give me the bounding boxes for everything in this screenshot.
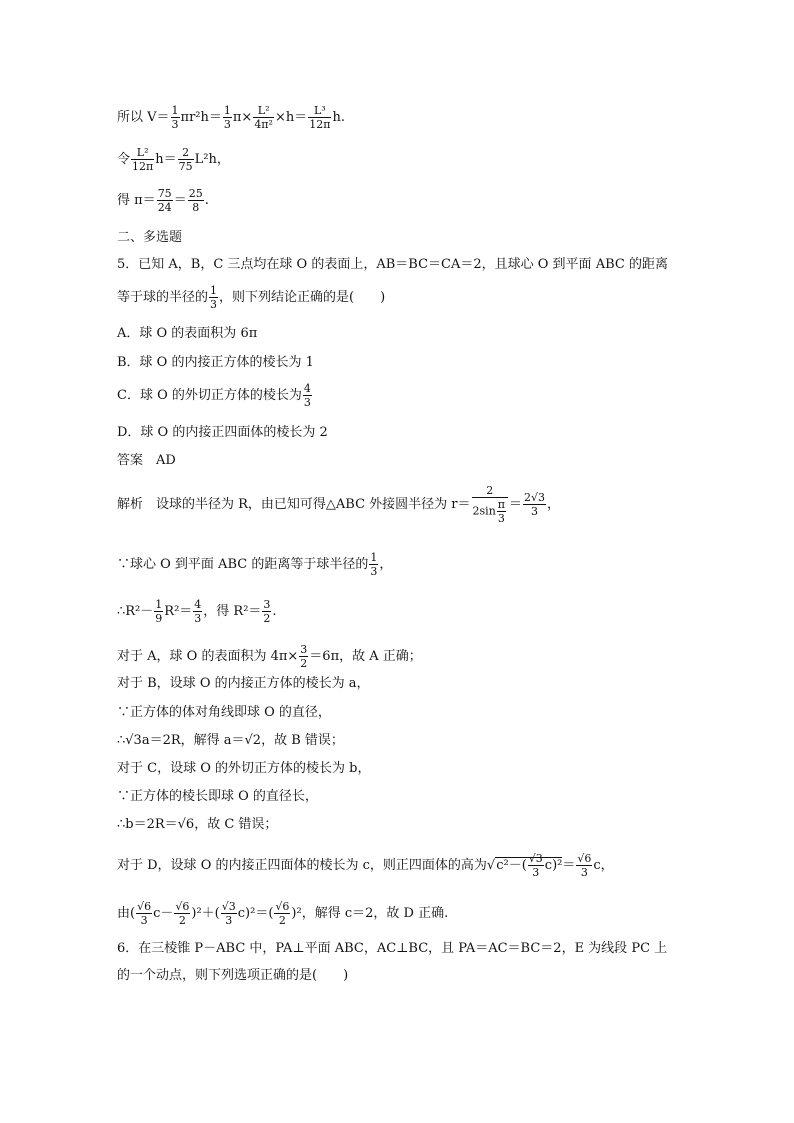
solution-line-3: ∴R²－ $\frac{1}{9}$ R²＝ $\frac{4}{3}$ ，得 R²＝ $\frac{3}{2}$ . <box>117 598 277 625</box>
text: π× <box>232 110 253 125</box>
option-b: B．球 O 的内接正方体的棱长为 1 <box>117 355 314 370</box>
solution-line-8: 对于 C，设球 O 的外切正方体的棱长为 b， <box>117 761 371 776</box>
solution-line-12: 由( $\frac{√6}{3}$ c－ $\frac{√6}{2}$ )²＋( $\frac{√3}{3}$ c)²＝( $\frac{√6}{2}$ )²，解得 c＝2，故 D 正确. <box>117 900 449 927</box>
let-equation-line: 令 $\frac{\text{L²}}{12\pi}$ h＝ $\frac{2}{75}$ L²h， <box>117 146 230 173</box>
fraction: $\frac{3}{2}$ <box>300 643 308 670</box>
solution-line-7: ∴√3a＝2R，解得 a＝√2，故 B 错误； <box>117 733 344 748</box>
question-6-line-2: 的一个动点，则下列选项正确的是( ) <box>117 968 349 983</box>
volume-formula-line <box>117 104 345 131</box>
fraction: $\frac{1}{9}$ <box>155 598 163 625</box>
text: ×h＝ <box>274 110 308 125</box>
solution-line-9: ∵正方体的棱长即球 O 的直径长， <box>117 789 318 804</box>
solution-line-11: 对于 D，设球 O 的内接正四面体的棱长为 c，则正四面体的高为√c²－( $\frac{√3}{3}$ c)²＝ $\frac{√6}{3}$ c， <box>117 852 614 879</box>
fraction: $\frac{1}{3}$ <box>223 104 231 131</box>
fraction: $\frac{1}{3}$ <box>171 104 179 131</box>
fraction: $\frac{3}{2}$ <box>263 598 271 625</box>
solution-line-1: 解析 设球的半径为 R，由已知可得△ABC 外接圆半径为 r＝ 2 2sin $\frac{\pi}{3}$ ＝ $\frac{2√3}{3}$ ， <box>117 484 561 525</box>
solution-line-4: 对于 A，球 O 的表面积为 4π× $\frac{3}{2}$ ＝6π，故 A 正确； <box>117 643 422 670</box>
option-a: A．球 O 的表面积为 6π <box>117 326 258 341</box>
fraction: $\frac{1}{3}$ <box>370 551 378 578</box>
fraction: $\frac{25}{8}$ <box>188 187 203 214</box>
fraction: $\frac{4}{3}$ <box>194 598 202 625</box>
text: 所以 V＝ <box>117 110 170 125</box>
fraction: $\frac{4}{3}$ <box>303 382 311 409</box>
fraction: $\frac{1}{3}$ <box>210 284 218 311</box>
question-5-line-1: 5．已知 A，B，C 三点均在球 O 的表面上，AB＝BC＝CA＝2，且球心 O 到平面 ABC 的距离 <box>117 257 668 272</box>
section-heading: 二、多选题 <box>117 230 183 245</box>
question-5-line-2: 等于球的半径的 $\frac{1}{3}$ ，则下列结论正确的是( ) <box>117 284 386 311</box>
solution-line-5: 对于 B，设球 O 的内接正方体的棱长为 a， <box>117 676 370 691</box>
solution-line-10: ∴b＝2R＝√6，故 C 错误； <box>117 817 278 832</box>
solution-line-6: ∵正方体的体对角线即球 O 的直径， <box>117 705 331 720</box>
fraction: $\frac{2√3}{3}$ <box>524 491 546 518</box>
fraction: $\frac{\text{L³}}{12\pi}$ <box>309 104 331 131</box>
sqrt-expression: c²－( $\frac{√3}{3}$ c)² <box>496 852 563 879</box>
fraction: $\frac{75}{24}$ <box>157 187 172 214</box>
pi-result-line: 得 π＝ $\frac{75}{24}$ ＝ $\frac{25}{8}$ . <box>117 187 209 214</box>
fraction: $\frac{\text{L²}}{\text{4π²}}$ <box>254 104 273 131</box>
fraction: $\frac{√6}{3}$ <box>137 900 152 927</box>
option-c: C．球 O 的外切正方体的棱长为 $\frac{4}{3}$ <box>117 382 311 409</box>
text: h. <box>332 110 345 125</box>
fraction: $\frac{√6}{2}$ <box>175 900 190 927</box>
fraction: $\frac{√3}{3}$ <box>221 900 236 927</box>
fraction: $\frac{√6}{3}$ <box>577 852 592 879</box>
fraction: 2 2sin $\frac{\pi}{3}$ <box>472 484 508 525</box>
fraction: $\frac{\text{L²}}{12\pi}$ <box>132 146 154 173</box>
answer-line: 答案 AD <box>117 453 176 468</box>
text: πr²h＝ <box>180 110 222 125</box>
question-6-line-1: 6．在三棱锥 P－ABC 中，PA⊥平面 ABC，AC⊥BC，且 PA＝AC＝BC＝2，E 为线段 PC 上 <box>117 941 668 956</box>
fraction: $\frac{2}{75}$ <box>178 146 193 173</box>
solution-line-2: ∵球心 O 到平面 ABC 的距离等于球半径的 $\frac{1}{3}$ ， <box>117 551 393 578</box>
fraction: $\frac{√6}{2}$ <box>275 900 290 927</box>
option-d: D．球 O 的内接正四面体的棱长为 2 <box>117 425 328 440</box>
